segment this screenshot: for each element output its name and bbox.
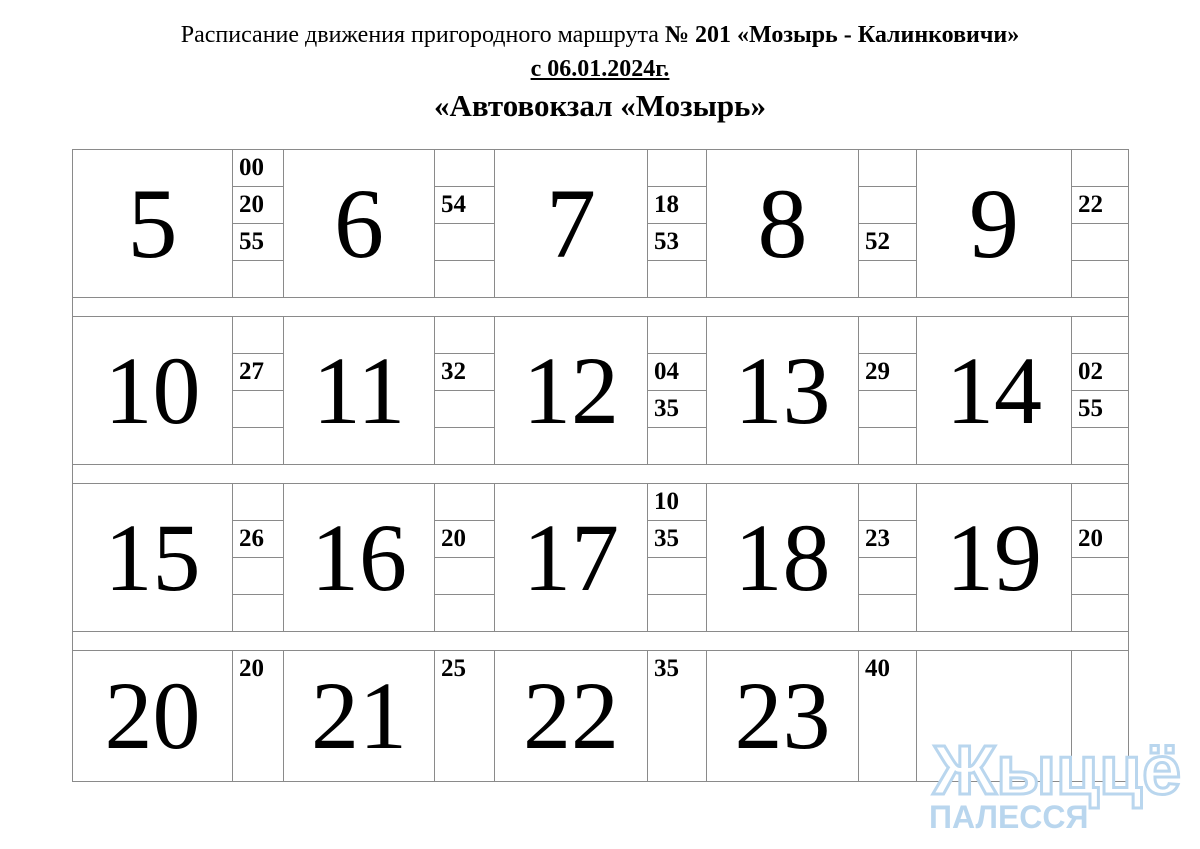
- hour-cell: 16: [284, 484, 435, 632]
- watermark-logo: [925, 722, 1185, 837]
- minute-cell: 20: [435, 521, 495, 558]
- minute-cell: 22: [1072, 187, 1129, 224]
- hour-cell: 21: [284, 651, 435, 782]
- minute-cell: 02: [1072, 354, 1129, 391]
- minute-cell: [435, 317, 495, 354]
- row-separator: [73, 632, 1129, 651]
- hour-cell: 10: [73, 317, 233, 465]
- minute-cell: [859, 558, 917, 595]
- minute-cell: [435, 595, 495, 632]
- hour-cell: 23: [707, 651, 859, 782]
- minute-cell: [859, 150, 917, 187]
- minute-cell: 35: [648, 391, 707, 428]
- minute-cell: [435, 150, 495, 187]
- minute-cell: 20: [1072, 521, 1129, 558]
- minute-cell: 20: [233, 187, 284, 224]
- minute-cell: [859, 428, 917, 465]
- hour-cell: 18: [707, 484, 859, 632]
- schedule-title: [0, 22, 1200, 49]
- minute-cell: [233, 317, 284, 354]
- hour-cell: 17: [495, 484, 648, 632]
- minute-cell: [233, 261, 284, 298]
- timetable-row: [73, 150, 1129, 187]
- minute-cell: [1072, 558, 1129, 595]
- minute-cell: [435, 224, 495, 261]
- hour-cell: 7: [495, 150, 648, 298]
- minute-cell: 53: [648, 224, 707, 261]
- effective-date: с 06.01.2024г.: [530, 56, 670, 82]
- watermark-word: Жыццё: [933, 731, 1182, 809]
- hour-cell: 22: [495, 651, 648, 782]
- minute-cell: 23: [859, 521, 917, 558]
- hour-cell: 20: [73, 651, 233, 782]
- minute-cell: 04: [648, 354, 707, 391]
- minute-cell: 26: [233, 521, 284, 558]
- minute-cell: [1072, 428, 1129, 465]
- hour-cell: 15: [73, 484, 233, 632]
- minute-cell: 55: [1072, 391, 1129, 428]
- separator-cell: [73, 632, 1129, 651]
- minute-cell: [435, 391, 495, 428]
- hour-cell: 19: [917, 484, 1072, 632]
- minute-cell: [233, 391, 284, 428]
- hour-cell: 9: [917, 150, 1072, 298]
- minute-cell: 27: [233, 354, 284, 391]
- minute-cell: 35: [648, 521, 707, 558]
- minute-cell: [648, 428, 707, 465]
- minute-cell: 54: [435, 187, 495, 224]
- separator-cell: [73, 298, 1129, 317]
- station-name: «Автовокзал «Мозырь»: [434, 88, 766, 123]
- minute-cell: [1072, 484, 1129, 521]
- hour-cell: 13: [707, 317, 859, 465]
- minute-cell: 29: [859, 354, 917, 391]
- hour-cell: 6: [284, 150, 435, 298]
- minute-cell: 20: [233, 651, 284, 782]
- minute-cell: 18: [648, 187, 707, 224]
- minute-cell: [435, 484, 495, 521]
- minute-cell: [233, 558, 284, 595]
- minute-cell: [648, 317, 707, 354]
- hour-cell: 11: [284, 317, 435, 465]
- minute-cell: [859, 391, 917, 428]
- minute-cell: [859, 484, 917, 521]
- minute-cell: [1072, 261, 1129, 298]
- effective-date-line: [0, 56, 1200, 83]
- minute-cell: [233, 428, 284, 465]
- separator-cell: [73, 465, 1129, 484]
- hour-cell: 5: [73, 150, 233, 298]
- row-separator: [73, 465, 1129, 484]
- minute-cell: 35: [648, 651, 707, 782]
- minute-cell: [648, 595, 707, 632]
- minute-cell: [1072, 224, 1129, 261]
- minute-cell: [435, 428, 495, 465]
- minute-cell: [648, 558, 707, 595]
- minute-cell: 25: [435, 651, 495, 782]
- minute-cell: [648, 261, 707, 298]
- route-name: № 201 «Мозырь - Калинковичи»: [664, 22, 1020, 48]
- minute-cell: 10: [648, 484, 707, 521]
- hour-cell: 12: [495, 317, 648, 465]
- row-separator: [73, 298, 1129, 317]
- hour-cell: 8: [707, 150, 859, 298]
- watermark-subword: ПАЛЕССЯ: [929, 799, 1089, 835]
- timetable: [72, 149, 1129, 782]
- hour-cell: 14: [917, 317, 1072, 465]
- minute-cell: [859, 261, 917, 298]
- minute-cell: 00: [233, 150, 284, 187]
- minute-cell: 40: [859, 651, 917, 782]
- minute-cell: [435, 261, 495, 298]
- minute-cell: 32: [435, 354, 495, 391]
- minute-cell: [859, 187, 917, 224]
- minute-cell: [648, 150, 707, 187]
- minute-cell: [233, 484, 284, 521]
- minute-cell: [859, 595, 917, 632]
- timetable-row: [73, 484, 1129, 521]
- minute-cell: [1072, 150, 1129, 187]
- minute-cell: [233, 595, 284, 632]
- minute-cell: [859, 317, 917, 354]
- minute-cell: [1072, 595, 1129, 632]
- minute-cell: 55: [233, 224, 284, 261]
- minute-cell: [435, 558, 495, 595]
- minute-cell: [1072, 317, 1129, 354]
- title-prefix: Расписание движения пригородного маршрута: [180, 22, 665, 48]
- timetable-row: [73, 317, 1129, 354]
- minute-cell: 52: [859, 224, 917, 261]
